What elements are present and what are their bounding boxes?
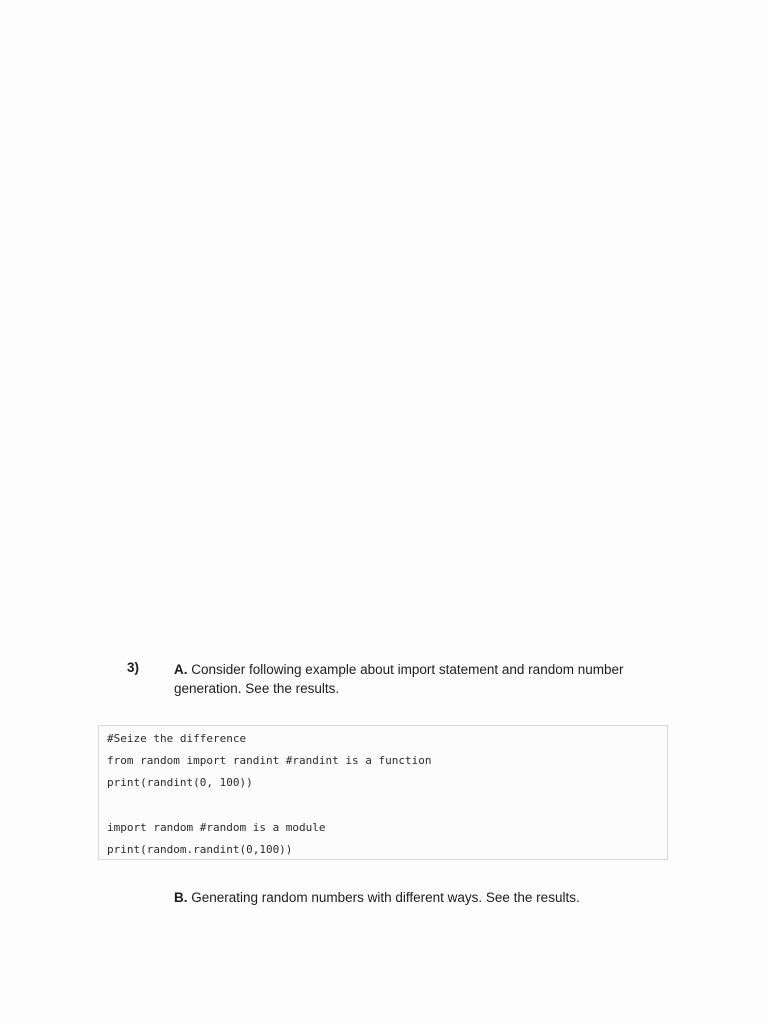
question-part-a bbox=[174, 660, 644, 698]
code-block bbox=[98, 725, 668, 860]
question-part-b bbox=[174, 888, 674, 907]
code-line: print(randint(0, 100)) bbox=[107, 776, 253, 789]
code-line: from random import randint #randint is a function bbox=[107, 754, 432, 767]
part-a-label: A. bbox=[174, 662, 188, 677]
code-line: #Seize the difference bbox=[107, 732, 247, 745]
question-number: 3) bbox=[127, 660, 140, 675]
part-b-label: B. bbox=[174, 890, 188, 905]
part-b-text: Generating random numbers with different ways. See the results. bbox=[187, 890, 580, 905]
part-a-text: Consider following example about import statement and random number generation. See the results. bbox=[174, 662, 624, 696]
code-line: import random #random is a module bbox=[107, 821, 326, 834]
code-line: print(random.randint(0,100)) bbox=[107, 843, 293, 856]
